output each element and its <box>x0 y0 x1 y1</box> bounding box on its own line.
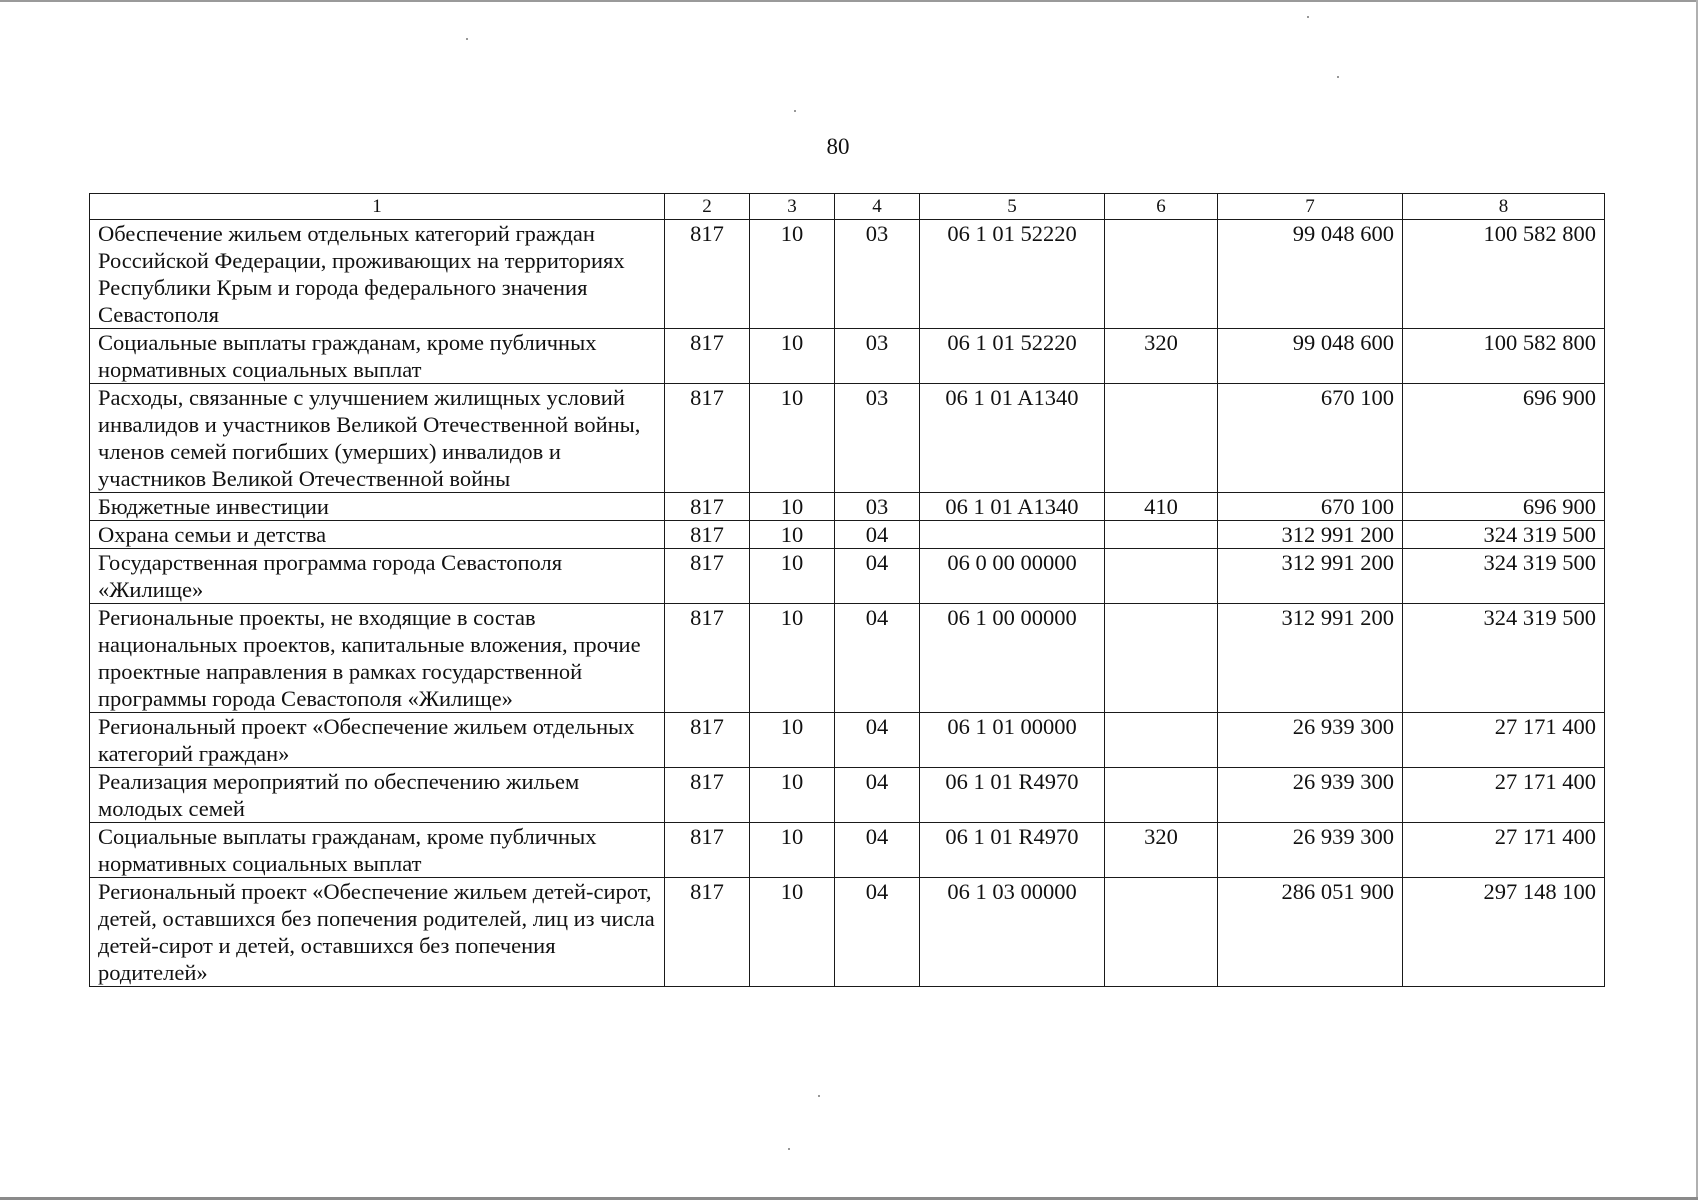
row-name-cell: Социальные выплаты гражданам, кроме публичных нормативных социальных выплат <box>90 823 665 878</box>
section-code-cell: 10 <box>750 384 835 493</box>
ministry-code-cell: 817 <box>665 329 750 384</box>
subsection-code-cell: 04 <box>835 713 920 768</box>
row-name-cell: Обеспечение жильем отдельных категорий граждан Российской Федерации, проживающих на территориях Республики Крым и города федерального значения Севастополя <box>90 220 665 329</box>
table-row <box>90 549 1605 604</box>
scan-speck <box>1337 76 1339 78</box>
section-code-cell: 10 <box>750 549 835 604</box>
ministry-code-cell: 817 <box>665 823 750 878</box>
scan-speck <box>794 110 796 112</box>
amount-col7-cell: 99 048 600 <box>1218 329 1403 384</box>
ministry-code-cell: 817 <box>665 521 750 549</box>
subsection-code-cell: 04 <box>835 823 920 878</box>
scan-speck <box>818 1095 820 1097</box>
column-header: 7 <box>1218 194 1403 220</box>
amount-col7-cell: 286 051 900 <box>1218 878 1403 987</box>
scan-speck <box>788 1148 790 1150</box>
amount-col8-cell: 324 319 500 <box>1403 604 1605 713</box>
section-code-cell: 10 <box>750 493 835 521</box>
column-header: 8 <box>1403 194 1605 220</box>
subsection-code-cell: 04 <box>835 604 920 713</box>
row-name-cell: Охрана семьи и детства <box>90 521 665 549</box>
target-article-cell: 06 1 01 R4970 <box>920 823 1105 878</box>
section-code-cell: 10 <box>750 220 835 329</box>
amount-col7-cell: 670 100 <box>1218 493 1403 521</box>
ministry-code-cell: 817 <box>665 768 750 823</box>
ministry-code-cell: 817 <box>665 549 750 604</box>
amount-col8-cell: 27 171 400 <box>1403 768 1605 823</box>
table-row <box>90 823 1605 878</box>
row-name-cell: Социальные выплаты гражданам, кроме публичных нормативных социальных выплат <box>90 329 665 384</box>
amount-col8-cell: 297 148 100 <box>1403 878 1605 987</box>
scan-speck <box>1307 16 1309 18</box>
target-article-cell: 06 1 01 52220 <box>920 329 1105 384</box>
target-article-cell: 06 1 00 00000 <box>920 604 1105 713</box>
amount-col8-cell: 100 582 800 <box>1403 329 1605 384</box>
amount-col8-cell: 324 319 500 <box>1403 549 1605 604</box>
ministry-code-cell: 817 <box>665 713 750 768</box>
section-code-cell: 10 <box>750 329 835 384</box>
subsection-code-cell: 03 <box>835 220 920 329</box>
amount-col7-cell: 312 991 200 <box>1218 521 1403 549</box>
target-article-cell: 06 1 03 00000 <box>920 878 1105 987</box>
amount-col7-cell: 26 939 300 <box>1218 768 1403 823</box>
subsection-code-cell: 04 <box>835 768 920 823</box>
target-article-cell: 06 1 01 A1340 <box>920 493 1105 521</box>
ministry-code-cell: 817 <box>665 604 750 713</box>
amount-col8-cell: 27 171 400 <box>1403 823 1605 878</box>
header-row <box>90 194 1605 220</box>
subsection-code-cell: 04 <box>835 878 920 987</box>
subsection-code-cell: 03 <box>835 384 920 493</box>
scan-edge-top <box>0 0 1698 2</box>
amount-col8-cell: 696 900 <box>1403 384 1605 493</box>
column-header: 2 <box>665 194 750 220</box>
target-article-cell: 06 1 01 00000 <box>920 713 1105 768</box>
column-header: 3 <box>750 194 835 220</box>
expense-type-cell <box>1105 768 1218 823</box>
amount-col7-cell: 312 991 200 <box>1218 549 1403 604</box>
amount-col7-cell: 312 991 200 <box>1218 604 1403 713</box>
target-article-cell: 06 1 01 52220 <box>920 220 1105 329</box>
table-row <box>90 493 1605 521</box>
row-name-cell: Региональные проекты, не входящие в состав национальных проектов, капитальные вложения, прочие проектные направления в рамках государственной программы города Севастополя «Жилище» <box>90 604 665 713</box>
ministry-code-cell: 817 <box>665 220 750 329</box>
subsection-code-cell: 04 <box>835 521 920 549</box>
table-row <box>90 220 1605 329</box>
section-code-cell: 10 <box>750 713 835 768</box>
subsection-code-cell: 04 <box>835 549 920 604</box>
ministry-code-cell: 817 <box>665 493 750 521</box>
table-row <box>90 329 1605 384</box>
row-name-cell: Региональный проект «Обеспечение жильем отдельных категорий граждан» <box>90 713 665 768</box>
expense-type-cell <box>1105 220 1218 329</box>
amount-col7-cell: 26 939 300 <box>1218 713 1403 768</box>
expense-type-cell <box>1105 713 1218 768</box>
page-number: 80 <box>826 134 850 159</box>
expense-type-cell <box>1105 384 1218 493</box>
target-article-cell: 06 0 00 00000 <box>920 549 1105 604</box>
target-article-cell: 06 1 01 A1340 <box>920 384 1105 493</box>
amount-col7-cell: 26 939 300 <box>1218 823 1403 878</box>
ministry-code-cell: 817 <box>665 878 750 987</box>
section-code-cell: 10 <box>750 521 835 549</box>
table-row <box>90 713 1605 768</box>
section-code-cell: 10 <box>750 604 835 713</box>
table-row <box>90 768 1605 823</box>
budget-table <box>89 193 1605 987</box>
row-name-cell: Региональный проект «Обеспечение жильем детей-сирот, детей, оставшихся без попечения родителей, лиц из числа детей-сирот и детей, оставшихся без попечения родителей» <box>90 878 665 987</box>
column-header: 6 <box>1105 194 1218 220</box>
section-code-cell: 10 <box>750 823 835 878</box>
column-header: 1 <box>90 194 665 220</box>
expense-type-cell <box>1105 878 1218 987</box>
subsection-code-cell: 03 <box>835 493 920 521</box>
column-header: 5 <box>920 194 1105 220</box>
amount-col7-cell: 670 100 <box>1218 384 1403 493</box>
amount-col8-cell: 324 319 500 <box>1403 521 1605 549</box>
expense-type-cell: 320 <box>1105 329 1218 384</box>
target-article-cell: 06 1 01 R4970 <box>920 768 1105 823</box>
scan-speck <box>466 38 468 40</box>
target-article-cell <box>920 521 1105 549</box>
section-code-cell: 10 <box>750 878 835 987</box>
amount-col8-cell: 27 171 400 <box>1403 713 1605 768</box>
expense-type-cell <box>1105 604 1218 713</box>
expense-type-cell: 320 <box>1105 823 1218 878</box>
table-row <box>90 384 1605 493</box>
expense-type-cell <box>1105 521 1218 549</box>
expense-type-cell: 410 <box>1105 493 1218 521</box>
table-row <box>90 521 1605 549</box>
ministry-code-cell: 817 <box>665 384 750 493</box>
amount-col8-cell: 696 900 <box>1403 493 1605 521</box>
table-row <box>90 878 1605 987</box>
row-name-cell: Государственная программа города Севастополя «Жилище» <box>90 549 665 604</box>
expense-type-cell <box>1105 549 1218 604</box>
row-name-cell: Реализация мероприятий по обеспечению жильем молодых семей <box>90 768 665 823</box>
row-name-cell: Бюджетные инвестиции <box>90 493 665 521</box>
section-code-cell: 10 <box>750 768 835 823</box>
column-header: 4 <box>835 194 920 220</box>
subsection-code-cell: 03 <box>835 329 920 384</box>
row-name-cell: Расходы, связанные с улучшением жилищных условий инвалидов и участников Великой Отечественной войны, членов семей погибших (умерших) инвалидов и участников Великой Отечественной войны <box>90 384 665 493</box>
amount-col8-cell: 100 582 800 <box>1403 220 1605 329</box>
amount-col7-cell: 99 048 600 <box>1218 220 1403 329</box>
table-row <box>90 604 1605 713</box>
